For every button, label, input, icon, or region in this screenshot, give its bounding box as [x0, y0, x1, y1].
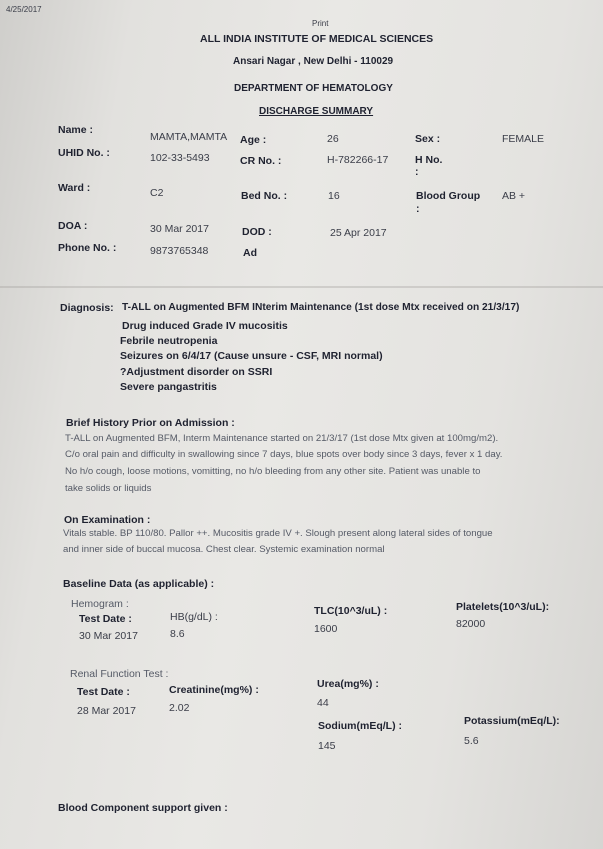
- history-heading: Brief History Prior on Admission :: [66, 417, 235, 429]
- paper-fold: [0, 286, 603, 288]
- creatinine-label: Creatinine(mg%) :: [169, 684, 259, 696]
- age-label: Age :: [240, 134, 267, 146]
- diagnosis-line: Febrile neutropenia: [120, 335, 218, 347]
- hno-colon: :: [415, 166, 419, 178]
- tlc-value: 1600: [314, 623, 338, 635]
- dod-label: DOD :: [242, 226, 272, 238]
- platelets-label: Platelets(10^3/uL):: [456, 601, 550, 613]
- diagnosis-line: ?Adjustment disorder on SSRI: [120, 366, 273, 378]
- hemogram-test-date: 30 Mar 2017: [79, 630, 138, 642]
- history-line: C/o oral pain and difficulty in swallowing since 7 days, blue spots over body since 3 days, fever x 1 day.: [65, 449, 503, 460]
- sex-label: Sex :: [415, 133, 441, 145]
- history-line: T-ALL on Augmented BFM, Interm Maintenance started on 21/3/17 (1st dose Mtx given at 100mg/m2).: [65, 433, 499, 444]
- renal-test-date-label: Test Date :: [77, 686, 130, 698]
- potassium-value: 5.6: [464, 735, 479, 747]
- age-value: 26: [327, 133, 339, 145]
- renal-test-date: 28 Mar 2017: [77, 705, 136, 717]
- hemogram-test-date-label: Test Date :: [79, 613, 132, 625]
- department-name: DEPARTMENT OF HEMATOLOGY: [234, 83, 393, 94]
- dod-value: 25 Apr 2017: [330, 227, 387, 239]
- phone-value: 9873765348: [150, 245, 209, 257]
- platelets-value: 82000: [456, 618, 486, 630]
- institute-name: ALL INDIA INSTITUTE OF MEDICAL SCIENCES: [200, 33, 434, 45]
- baseline-heading: Baseline Data (as applicable) :: [63, 578, 215, 590]
- doa-label: DOA :: [58, 220, 88, 232]
- examination-line: Vitals stable. BP 110/80. Pallor ++. Mucositis grade IV +. Slough present along lateral sides of tongue: [63, 528, 493, 539]
- bed-value: 16: [328, 190, 340, 202]
- sodium-value: 145: [318, 740, 336, 752]
- cr-label: CR No. :: [240, 155, 282, 167]
- uhid-value: 102-33-5493: [150, 152, 210, 164]
- phone-label: Phone No. :: [58, 242, 117, 254]
- examination-line: and inner side of buccal mucosa. Chest clear. Systemic examination normal: [63, 544, 385, 555]
- hb-value: 8.6: [170, 628, 185, 640]
- bed-label: Bed No. :: [241, 190, 288, 202]
- uhid-label: UHID No. :: [58, 147, 110, 159]
- institute-address: Ansari Nagar , New Delhi - 110029: [233, 56, 394, 67]
- print-date: 4/25/2017: [6, 5, 42, 14]
- examination-heading: On Examination :: [64, 514, 151, 526]
- sodium-label: Sodium(mEq/L) :: [318, 720, 402, 732]
- hb-label: HB(g/dL) :: [170, 611, 218, 623]
- print-label: Print: [312, 19, 329, 28]
- diagnosis-line: Seizures on 6/4/17 (Cause unsure - CSF, MRI normal): [120, 350, 383, 362]
- diagnosis-line: T-ALL on Augmented BFM INterim Maintenance (1st dose Mtx received on 21/3/17): [122, 302, 520, 313]
- sex-value: FEMALE: [502, 133, 545, 145]
- blood-group-value: AB +: [502, 190, 526, 202]
- blood-component-heading: Blood Component support given :: [58, 802, 228, 814]
- name-value: MAMTA,MAMTA: [150, 131, 228, 143]
- document-title: DISCHARGE SUMMARY: [259, 106, 374, 117]
- doa-value: 30 Mar 2017: [150, 223, 209, 235]
- history-line: take solids or liquids: [65, 483, 152, 494]
- creatinine-value: 2.02: [169, 702, 190, 714]
- renal-label: Renal Function Test :: [70, 668, 169, 680]
- urea-label: Urea(mg%) :: [317, 678, 379, 690]
- name-label: Name :: [58, 124, 94, 136]
- ad-label: Ad: [243, 247, 257, 259]
- ward-value: C2: [150, 187, 164, 199]
- blood-group-colon: :: [416, 203, 420, 215]
- hno-label: H No.: [415, 154, 443, 166]
- cr-value: H-782266-17: [327, 154, 389, 166]
- diagnosis-label: Diagnosis:: [60, 302, 114, 314]
- urea-value: 44: [317, 697, 329, 709]
- blood-group-label: Blood Group: [416, 190, 481, 202]
- diagnosis-line: Severe pangastritis: [120, 381, 217, 393]
- potassium-label: Potassium(mEq/L):: [464, 715, 560, 727]
- tlc-label: TLC(10^3/uL) :: [314, 605, 388, 617]
- history-line: No h/o cough, loose motions, vomitting, no h/o bleeding from any other site. Patient was unable to: [65, 466, 481, 477]
- hemogram-label: Hemogram :: [71, 598, 129, 610]
- diagnosis-line: Drug induced Grade IV mucositis: [122, 320, 288, 332]
- ward-label: Ward :: [58, 182, 91, 194]
